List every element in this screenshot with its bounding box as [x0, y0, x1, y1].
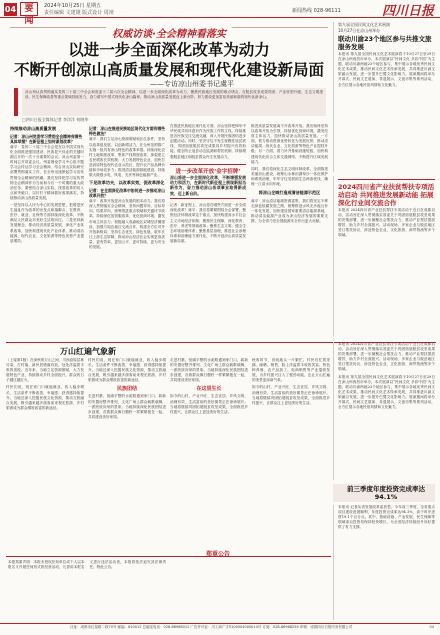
- story-body: 本报讯 第九届全国民间文化艺术展演将于10月27日至29日在凉山州西昌市举办，本次展演以“民间文化 多彩中国”为主题，联动川渝两地23个地区参与，集中展示各地优秀民间文化艺术成果，推动民间文化艺术传承发展，共同推进川渝文旅融合发展，进一步提升巴蜀文化影响力。展演期间将举办开幕式、民间文艺展演、非遗展示、文创市集等系列活动，全方位展示各地民俗风情和文化魅力。: [338, 52, 435, 87]
- pull-quote-body: 凉山将进一步全面深化改革，不断增强发展动力和活力，在新时代新征程上展现新担当新作为，奋力推动凉山各项事业取得新成效、迈上新台阶。: [170, 174, 246, 196]
- section-heading: 下足改革功夫，以改革实效，促改革深化: [89, 180, 165, 186]
- summary-accent-bar: [14, 88, 18, 116]
- footer-page-number: 04: [429, 625, 434, 629]
- story-headline: 2024四川省产业扶贫帮扶专项活动启动 共同推进发展新动能 拓展深化行业间交流合作: [338, 182, 435, 207]
- lower-column-2: [88, 358, 166, 546]
- story-separator: [338, 179, 435, 180]
- notice-box: [6, 556, 331, 618]
- section-tag: 要闻: [20, 2, 38, 16]
- story-body: 本报讯 2024四川省产业扶贫帮扶专项活动于近日在成都启动，活动旨在深入贯彻落实省委关于巩固拓展脱贫攻坚成果的决策部署，进一步凝聚社会帮扶合力，推动产业帮扶提质增效，助力乡村全面振兴。活动现场，多家企业与脱贫地区签订帮扶协议，涉及特色农业、文化旅游、商贸物流等多个领域。: [338, 342, 435, 372]
- article-text: 村民们说，现在家门口就能就业，收入稳步增长，生活条件不断改善，幸福感、获得感持续提升。当地还深入挖掘民族文化资源，推动文旅融合发展，吸引越来越多游客前来观光旅游，乡村旅游成为群众增收致富的新途径。: [6, 385, 84, 410]
- question-text: 记者：凉山在推进民族地区现代化方面有哪些特色做法？: [89, 126, 165, 137]
- lower-column-3: [170, 358, 248, 546]
- editor-line: 责任编辑 文建雄 版式设计 周靖: [44, 10, 114, 16]
- section-heading: 将凉山全域打造成清洁能源示范区: [258, 190, 321, 196]
- answer-text: 在推进民族地区现代化方面，凉山坚持把铸牢中华民族共同体意识作为民族工作的主线，持续推进各民族交往交流交融，深入开展民族团结进步创建活动。同时，坚决守住不发生规模性返贫底线，巩固拓展脱贫攻坚成果同乡村振兴有效衔接，健全防止返贫动态监测和帮扶机制，持续增强脱贫地区和脱贫群众内生发展动力。: [170, 124, 246, 159]
- article-text: （上接第1版）在深秋的万山之间，川西高原层林尽染，古村落、新民居错落有致，处处洋溢着丰收的喜悦。近年来，当地立足资源禀赋，大力发展特色产业，持续推动乡村全面振兴，群众的日子越过越红火。: [6, 358, 84, 383]
- answer-text: 虞平：我们立足凉山资源禀赋和区位条件，坚持以改革促发展、以创新增活力，在全州范围推广实施一批具有凉山特色的改革举措。持续深化农村土地制度改革、集体产权制度改革，探索建立农民增收长效机制；大力发展特色农业，加快打造高原特色现代农业示范区，提升农产品品牌价值和市场竞争力；推进清洁能源基地建设，持续做大做强水电、风电、光伏等绿色能源产业。: [89, 137, 165, 178]
- section-heading: 持续推动凉山高质量发展: [10, 126, 57, 131]
- article-text: 如今的山村，产业兴旺、生态宜居、乡风文明、治理有效、生活富裕的美好图景正在徐徐展开。当地将继续巩固拓展脱贫攻坚成果，全面推进乡村振兴，让群众过上更加美好的生活。: [252, 385, 330, 405]
- page-number-badge: 04: [4, 5, 17, 14]
- story-headline: 联动川渝23个地区参与共推文旅服务发展: [338, 35, 432, 51]
- lower-subheading: 民族团结: [116, 386, 137, 393]
- article-column-2: [89, 124, 165, 339]
- news-hotline: 新闻热线 028-96111: [292, 8, 341, 14]
- question-text: 记者：在全面深化改革中如何进一步推动凉山改革开放？: [89, 187, 165, 198]
- lower-column-4: [252, 358, 330, 546]
- article-text: 走进村寨，宽阔平整的水泥路通到家门口，崭新的安置房整齐排列，文化广场上群众载歌载舞，一派欣欣向荣的景象。当地持续深化民族团结进步创建，各族群众像石榴籽一样紧紧抱在一起，共同建设美好家园。: [88, 394, 166, 419]
- headline-line-1: 以进一步全面深化改革为动力: [68, 41, 270, 59]
- article-summary: 凉山州认真贯彻落实党的二十届三中全会和省委十二届六次全会精神，以进一步全面深化改革为动力，聚焦民族地区发展的难点堵点，在脱贫攻坚成果巩固、产业转型升级、生态文明建设、民生保障改善等重点领域持续发力，奋力谱写中国式现代化凉山篇章，推动凉山高质量发展迈上新台阶，努力建设更加富裕美丽和谐的现代化新凉山。: [22, 88, 326, 116]
- pull-quote-title: 进一步改革开放‘金字招牌’: [175, 168, 241, 175]
- article-text: 村民们说，现在家门口就能就业，收入稳步增长，生活条件不断改善，幸福感、获得感持续提升。当地还深入挖掘民族文化资源，推动文旅融合发展，吸引越来越多游客前来观光旅游，乡村旅游成为群众增收致富的新途径。: [88, 358, 166, 383]
- story-body: 本报讯 2024四川省产业扶贫帮扶专项活动于近日在成都启动，活动旨在深入贯彻落实省委关于巩固拓展脱贫攻坚成果的决策部署，进一步凝聚社会帮扶合力，推动产业帮扶提质增效，助力乡村全面振兴。活动现场，多家企业与脱贫地区签订帮扶协议，涉及特色农业、文化旅游、商贸物流等多个领域。: [338, 207, 435, 238]
- lower-column-1: [6, 358, 84, 546]
- article-column-4: [251, 124, 328, 339]
- article-text: 走进村寨，宽阔平整的水泥路通到家门口，崭新的安置房整齐排列，文化广场上群众载歌载舞，一派欣欣向荣的景象。当地持续深化民族团结进步创建，各族群众像石榴籽一样紧紧抱在一起，共同建设美好家园。: [170, 358, 248, 383]
- right-story-1: [333, 22, 435, 172]
- story-body: 本报讯 第九届全国民间文化艺术展演将于10月27日至29日在凉山州西昌市举办，本次展演以“民间文化 多彩中国”为主题，联动川渝两地23个地区参与，集中展示各地优秀民间文化艺术成果，推动民间文化艺术传承发展，共同推进川渝文旅融合发展，进一步提升巴蜀文化影响力。展演期间将举办开幕式、民间文艺展演、非遗展示、文创市集等系列活动，全方位展示各地民俗风情和文化魅力。: [338, 374, 435, 410]
- issue-date: 2024年10月25日 星期五: [44, 3, 102, 9]
- answer-text: 记者：新征程上，凉山将在哪些方面进一步全面深化改革？虞平：我们将紧紧围绕全会部署，聚焦经济体制改革这个重点，加快构建高水平社会主义市场经济体制；聚焦民生保障，深化教育、医疗、养老等领域改革；聚焦生态文明，健全生态环境治理体系；聚焦基层治理，推进社会治理体系和治理能力现代化，不断开创凉山高质量发展新局面。: [170, 203, 246, 243]
- article-text: 如今的山村，产业兴旺、生态宜居、乡风文明、治理有效、生活富裕的美好图景正在徐徐展开。当地将继续巩固拓展脱贫攻坚成果，全面推进乡村振兴，让群众过上更加美好的生活。: [170, 394, 248, 414]
- banner: [10, 22, 328, 40]
- notice-text: 本报郑重声明：本报未授权任何单位或个人以本报名义开展任何形式的经营活动，凡冒用本报名义进行违法活动者，本报将依法追究其法律责任。特此公告。: [8, 560, 166, 570]
- story-kicker-date: 10月27日在凉山州举办: [338, 28, 381, 33]
- article-column-1: [10, 124, 84, 339]
- right-story-3: [333, 342, 435, 480]
- right-story-2: [333, 176, 435, 336]
- growth-headline: 前三季度年度投资完成率达94.1%: [347, 485, 425, 501]
- question-text: 记者：凉山州党委学习贯彻全会精神有哪些具体举措？在新征程上如何谋划改革？: [10, 133, 83, 144]
- answer-text: 推进高质量发展离不开改革开放。我们始终坚持以改革开放为引领，持续优化营商环境，激发经营主体活力，加快推动凉山高质量发展。一方面，着力推动资源优势转化为发展优势，推动清洁能源、现代农业、文化旅游等特色产业提档升级；另一方面，着力补齐基础设施短板，加快构建现代化综合立体交通网络，不断提升区域发展能力。: [251, 124, 328, 164]
- article-text: 秋收时节，田间地头一片繁忙。村民们忙着采摘、晾晒、销售，脸上洋溢着丰收的笑容。特色种养殖、农产品加工、电商销售等产业蓬勃发展，为乡村振兴注入了强劲动能，也让万山红遍的美景更添新气象。: [252, 358, 330, 383]
- headline-line-2: 不断开创凉山高质量发展和现代化建设新局面: [13, 61, 324, 79]
- lower-headline: 万山红遍气象新: [60, 347, 116, 356]
- story-kicker: 第九届全国民间文化艺术展演: [338, 22, 390, 27]
- answer-text: 虞平：党的二十届三中全会是在以中国式现代化全面推进强国建设、民族复兴伟业的关键时期召开的一次十分重要的会议。凉山州委第一时间召开常委会议、州委理论学习中心组专题学习会传达学习全会精神，结合凉山实际研究部署贯彻落实工作，在全州迅速掀起学习宣传贯彻全会精神的热潮。我们坚持把学习宣传贯彻全会精神作为当前和今后一个时期的重大政治任务，紧密结合凉山实际，找准改革的切入点和突破口，以钉钉子精神抓好改革落实，持续推动凉山高质量发展。: [10, 145, 84, 200]
- answer-text: 同时，我们将深化生态文明体制改革，全面推进美丽凉山建设，统筹山水林田湖草沙一体化保护和系统治理，牢牢守住发展和生态两条底线，确保一江清水向东流。: [251, 166, 328, 187]
- answer-text: 一是坚持以人民为中心的发展思想，把增进民生福祉作为改革的出发点和落脚点，在教育、医疗、就业、社保等方面持续深化改革，不断满足人民群众对美好生活的向往。二是坚持新发展理念，推动经济高质量发展，深化产业体系改革，加快构建现代化产业体系，推动清洁能源、现代农业、文化旅游等特色优势产业提质增效。: [10, 203, 84, 243]
- footer-info: 社址：成都市红星路二段70号 邮编：610012 总编室电话：028-86968012 广告许可证：川工商广字5100004000014号 订阅：028-86968259 印刷：成都四川日报印务有限公司: [70, 625, 353, 629]
- story-body: 本报讯 记者从省发展改革委获悉，今年前三季度，全省重点项目建设进展顺利，年度投资完成率达94.1%，高于时序进度19.1个百分点。其中，基础设施、产业发展、民生保障等领域项目投资均保持较快增长，为全省经济持续回升向好提供了有力支撑。: [338, 505, 435, 530]
- masthead-logo: 四川日报: [381, 4, 434, 19]
- answer-text: 虞平：改革开放是凉山发展的根本动力。我们将深入贯彻落实全会精神，坚持问题导向、目标导向、结果导向，统筹推进重点领域和关键环节改革。持续深化放管服改革，优化营商环境，激发市场主体活力；积极融入成渝地区双城经济圈建设，加强与周边地区交流合作，构建全方位对外开放新格局；坚持生态优先、绿色发展，筑牢长江上游生态屏障，推动凉山经济社会实现更高质量、更有效率、更加公平、更可持续、更为安全的发展。: [89, 199, 165, 249]
- notice-title: 郑重公告: [206, 551, 231, 558]
- article-column-3: [170, 124, 246, 339]
- pull-quote: [170, 164, 246, 200]
- subheadline: ——专访凉山州委书记虞平: [150, 80, 234, 88]
- banner-title: 权威访谈·全会精神看落实: [106, 25, 232, 40]
- lower-subheading: 在这里生长: [196, 386, 222, 393]
- answer-text: 虞平：凉山清洁能源资源富集，我们将坚定不移走绿色低碳发展之路，统筹推进水风光多能互补一体化发展，加快建设国家重要清洁能源基地，推动清洁能源产业成为凉山经济发展的重要支撑，为全省乃至全国能源安全作出更大贡献。: [251, 198, 328, 223]
- right-story-4: [333, 505, 435, 620]
- byline: □四川日报全媒体记者 李洋洋 何晓华: [22, 117, 89, 122]
